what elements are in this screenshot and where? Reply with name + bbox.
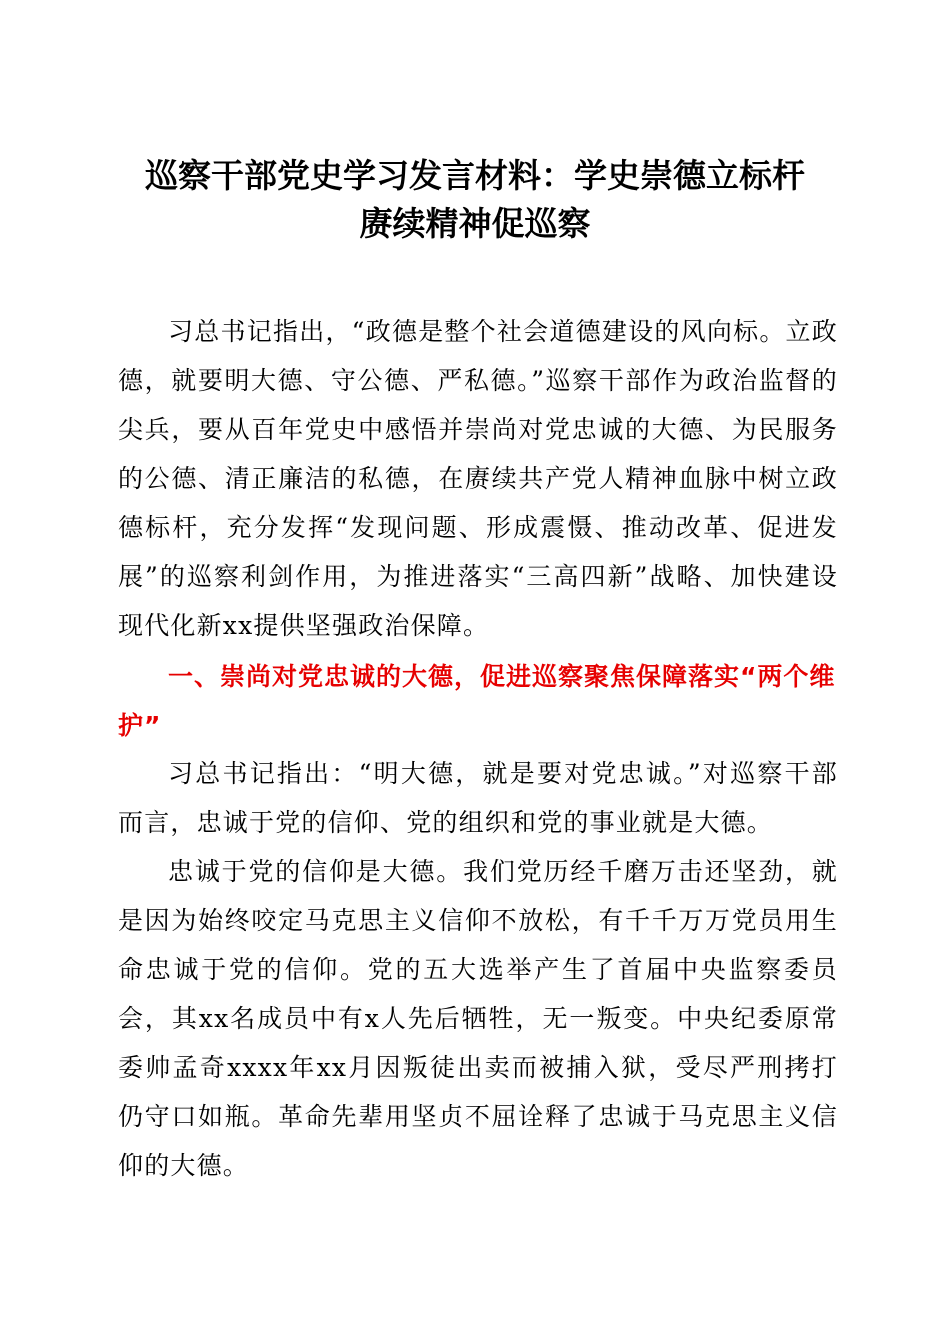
document-title-line-2: 赓续精神促巡察: [359, 204, 591, 243]
document-title-line-1: 巡察干部党史学习发言材料：学史崇德立标杆: [145, 156, 805, 195]
body-paragraph-2: 忠诚于党的信仰是大德。我们党历经千磨万击还坚劲，就是因为始终咬定马克思主义信仰不放松，有千千万万党员用生命忠诚于党的信仰。党的五大选举产生了首届中央监察委员会，其xx名成员中有x人先后牺牲，无一叛变。中央纪委原常委帅孟奇xxxx年xx月因叛徒出卖而被捕入狱，受尽严刑拷打仍守口如瓶。革命先辈用坚贞不屈诠释了忠诚于马克思主义信仰的大德。: [118, 857, 838, 1180]
body-paragraph-1: 习总书记指出：“明大德，就是要对党忠诚。”对巡察干部而言，忠诚于党的信仰、党的组织和党的事业就是大德。: [118, 759, 838, 837]
intro-paragraph: 习总书记指出，“政德是整个社会道德建设的风向标。立政德，就要明大德、守公德、严私德。”巡察干部作为政治监督的尖兵，要从百年党史中感悟并崇尚对党忠诚的大德、为民服务的公德、清正廉洁的私德，在赓续共产党人精神血脉中树立政德标杆，充分发挥“发现问题、形成震慑、推动改革、促进发展”的巡察利剑作用，为推进落实“三高四新”战略、加快建设现代化新xx提供坚强政治保障。: [118, 317, 838, 640]
section-heading-1: 一、崇尚对党忠诚的大德，促进巡察聚焦保障落实“两个维护”: [118, 662, 836, 740]
